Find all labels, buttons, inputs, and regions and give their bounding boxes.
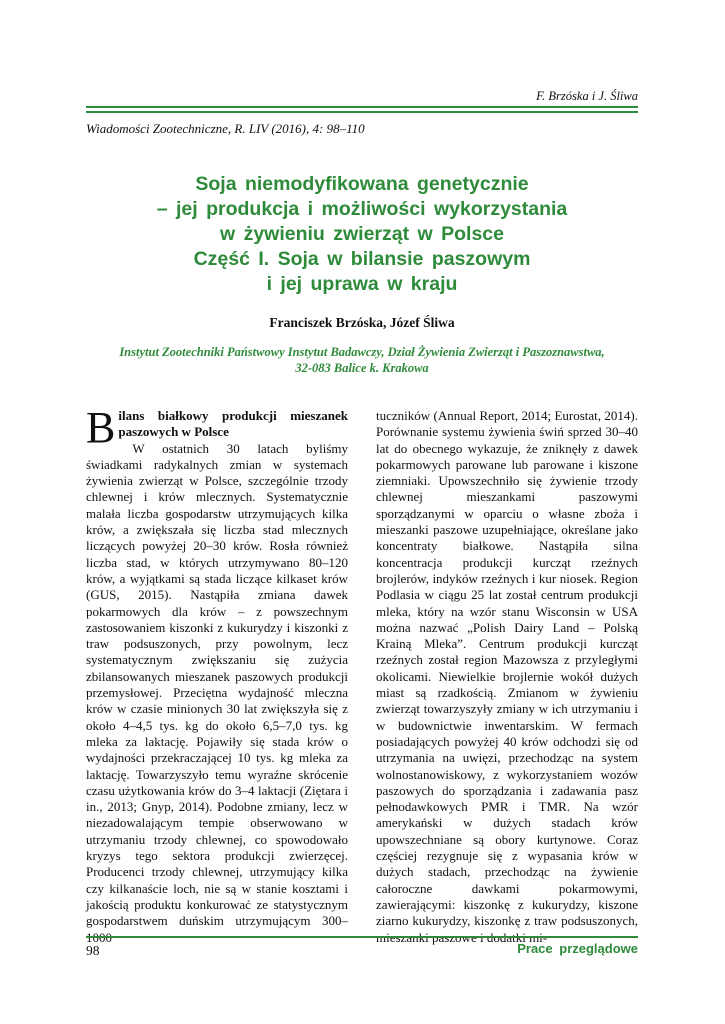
title-line: Część I. Soja w bilansie paszowym: [193, 248, 531, 270]
affiliation-line: 32-083 Balice k. Krakowa: [295, 361, 429, 375]
article-title: [86, 172, 638, 297]
title-line: w żywieniu zwierząt w Polsce: [219, 223, 504, 245]
section-label: Prace przeglądowe: [517, 941, 638, 956]
running-head: F. Brzóska i J. Śliwa: [536, 89, 638, 103]
affiliation-line: Instytut Zootechniki Państwowy Instytut Badawczy, Dział Żywienia Zwierząt i Paszoznawstwa,: [119, 345, 605, 359]
header-rule-bottom: [86, 111, 638, 113]
authors: Franciszek Brzóska, Józef Śliwa: [269, 315, 455, 330]
header-rule-top: [86, 106, 638, 108]
body-paragraph: tuczników (Annual Report, 2014; Eurostat, 2014). Porównanie systemu żywienia świń sprzed 30–40 lat do obecnego wykazuje, że zniknęły z dawek pokarmowych parowane lub parowane i kiszone ziemniaki. Upowszechniło się żywienie trzody chlewnej mieszankami paszowymi sporządzanymi w oparciu o własne zboża i mieszanki paszowe uzupełniające, określane jako koncentraty białkowe. Nastąpiła silna koncentracja produkcji kurcząt rzeźnych brojlerów, indyków rzeźnych i kur niosek. Region Podlasia w ciągu 25 lat został centrum produkcji mleka, który na wzór stanu Wisconsin w USA można nazwać „Polish Dairy Land – Polską Krainą Mleka”. Centrum produkcji kurcząt rzeźnych został region Mazowsza z przyległymi okolicami. Niewielkie brojlernie wokół dużych miast są rzadkością. Zmianom w żywieniu zwierząt towarzyszyły zmiany w ich utrzymaniu i w budownictwie inwentarskim. W fermach posiadających powyżej 40 krów odchodzi się od utrzymania na uwięzi, przechodząc na system wolnostanowiskowy, z wykorzystaniem wozów paszowych do sporządzania i zadawania pasz pełnodawkowych PMR i TMR. Na wzór amerykański w dużych stadach krów upowszechniane są obory kurtynowe. Coraz częściej rezygnuje się z wypasania krów w dużych stadach, przechodząc na żywienie całoroczne dawkami pokarmowymi, zawierającymi: kiszonkę z kukurydzy, kiszone ziarno kukurydzy, kiszonkę z traw podsuszonych,: [376, 408, 638, 929]
page-number: 98: [86, 943, 100, 958]
body-paragraph: W ostatnich 30 latach byliśmy świadkami radykalnych zmian w systemach żywienia zwierząt w Polsce, szczególnie trzody chlewnej i krów mlecznych. Systematycznie malała liczba gospodarstw utrzymujących kilka krów, a zwiększała się liczba stad mlecznych liczących powyżej 20–30 krów. Rosła również liczba stad, w których utrzymywano 80–120 krów, a wyjątkami są stada liczące kilkaset krów (GUS, 2015). Nastąpiła zmiana dawek pokarmowych dla krów – z powszechnym zastosowaniem kiszonki z kukurydzy i kiszonki z traw podsuszonych, przy powolnym, lecz systematycznym zwiększaniu się zużycia zbilansowanych mieszanek paszowych produkcji przemysłowej. Przeciętna wydajność mleczna krów w czasie minionych 30 lat zwiększyła się z około 4–4,5 tys. kg do około 6,5–7,0 tys. kg mleka za laktację. Pojawiły się stada krów o wydajności przekraczającej 10 tys. kg mleka za laktację. Towarzyszyło temu wyraźne skrócenie czasu użytkowania krów do 3–4 laktacji (Ziętara i in., 2013; Gnyp, 2014). Podobne zmiany, lecz w niezadowalającym tempie obserwowano w utrzymaniu trzody chlewnej, co spowodowało kryzys tego sektora produkcji zwierzęcej. Producenci trzody chlewnej, utrzymujący kilka czy kilkanaście loch, nie są w stanie kosztami i jakością produktu konkurować ze statystycznym gospodarstwem duńskim utrzymującym 300–: [86, 440, 348, 929]
right-column: [376, 408, 638, 946]
section-heading: ilans białkowy produkcji mieszanek paszowych w Polsce: [118, 408, 348, 440]
journal-citation: Wiadomości Zootechniczne, R. LIV (2016), 4: 98–110: [86, 121, 365, 136]
drop-cap: B: [86, 403, 116, 452]
title-line: i jej uprawa w kraju: [266, 273, 458, 295]
affiliation: [86, 344, 638, 376]
footer-rule: [86, 936, 638, 938]
left-column: [86, 403, 348, 946]
title-line: – jej produkcja i możliwości wykorzystania: [156, 198, 568, 220]
title-line: Soja niemodyfikowana genetycznie: [195, 173, 529, 195]
